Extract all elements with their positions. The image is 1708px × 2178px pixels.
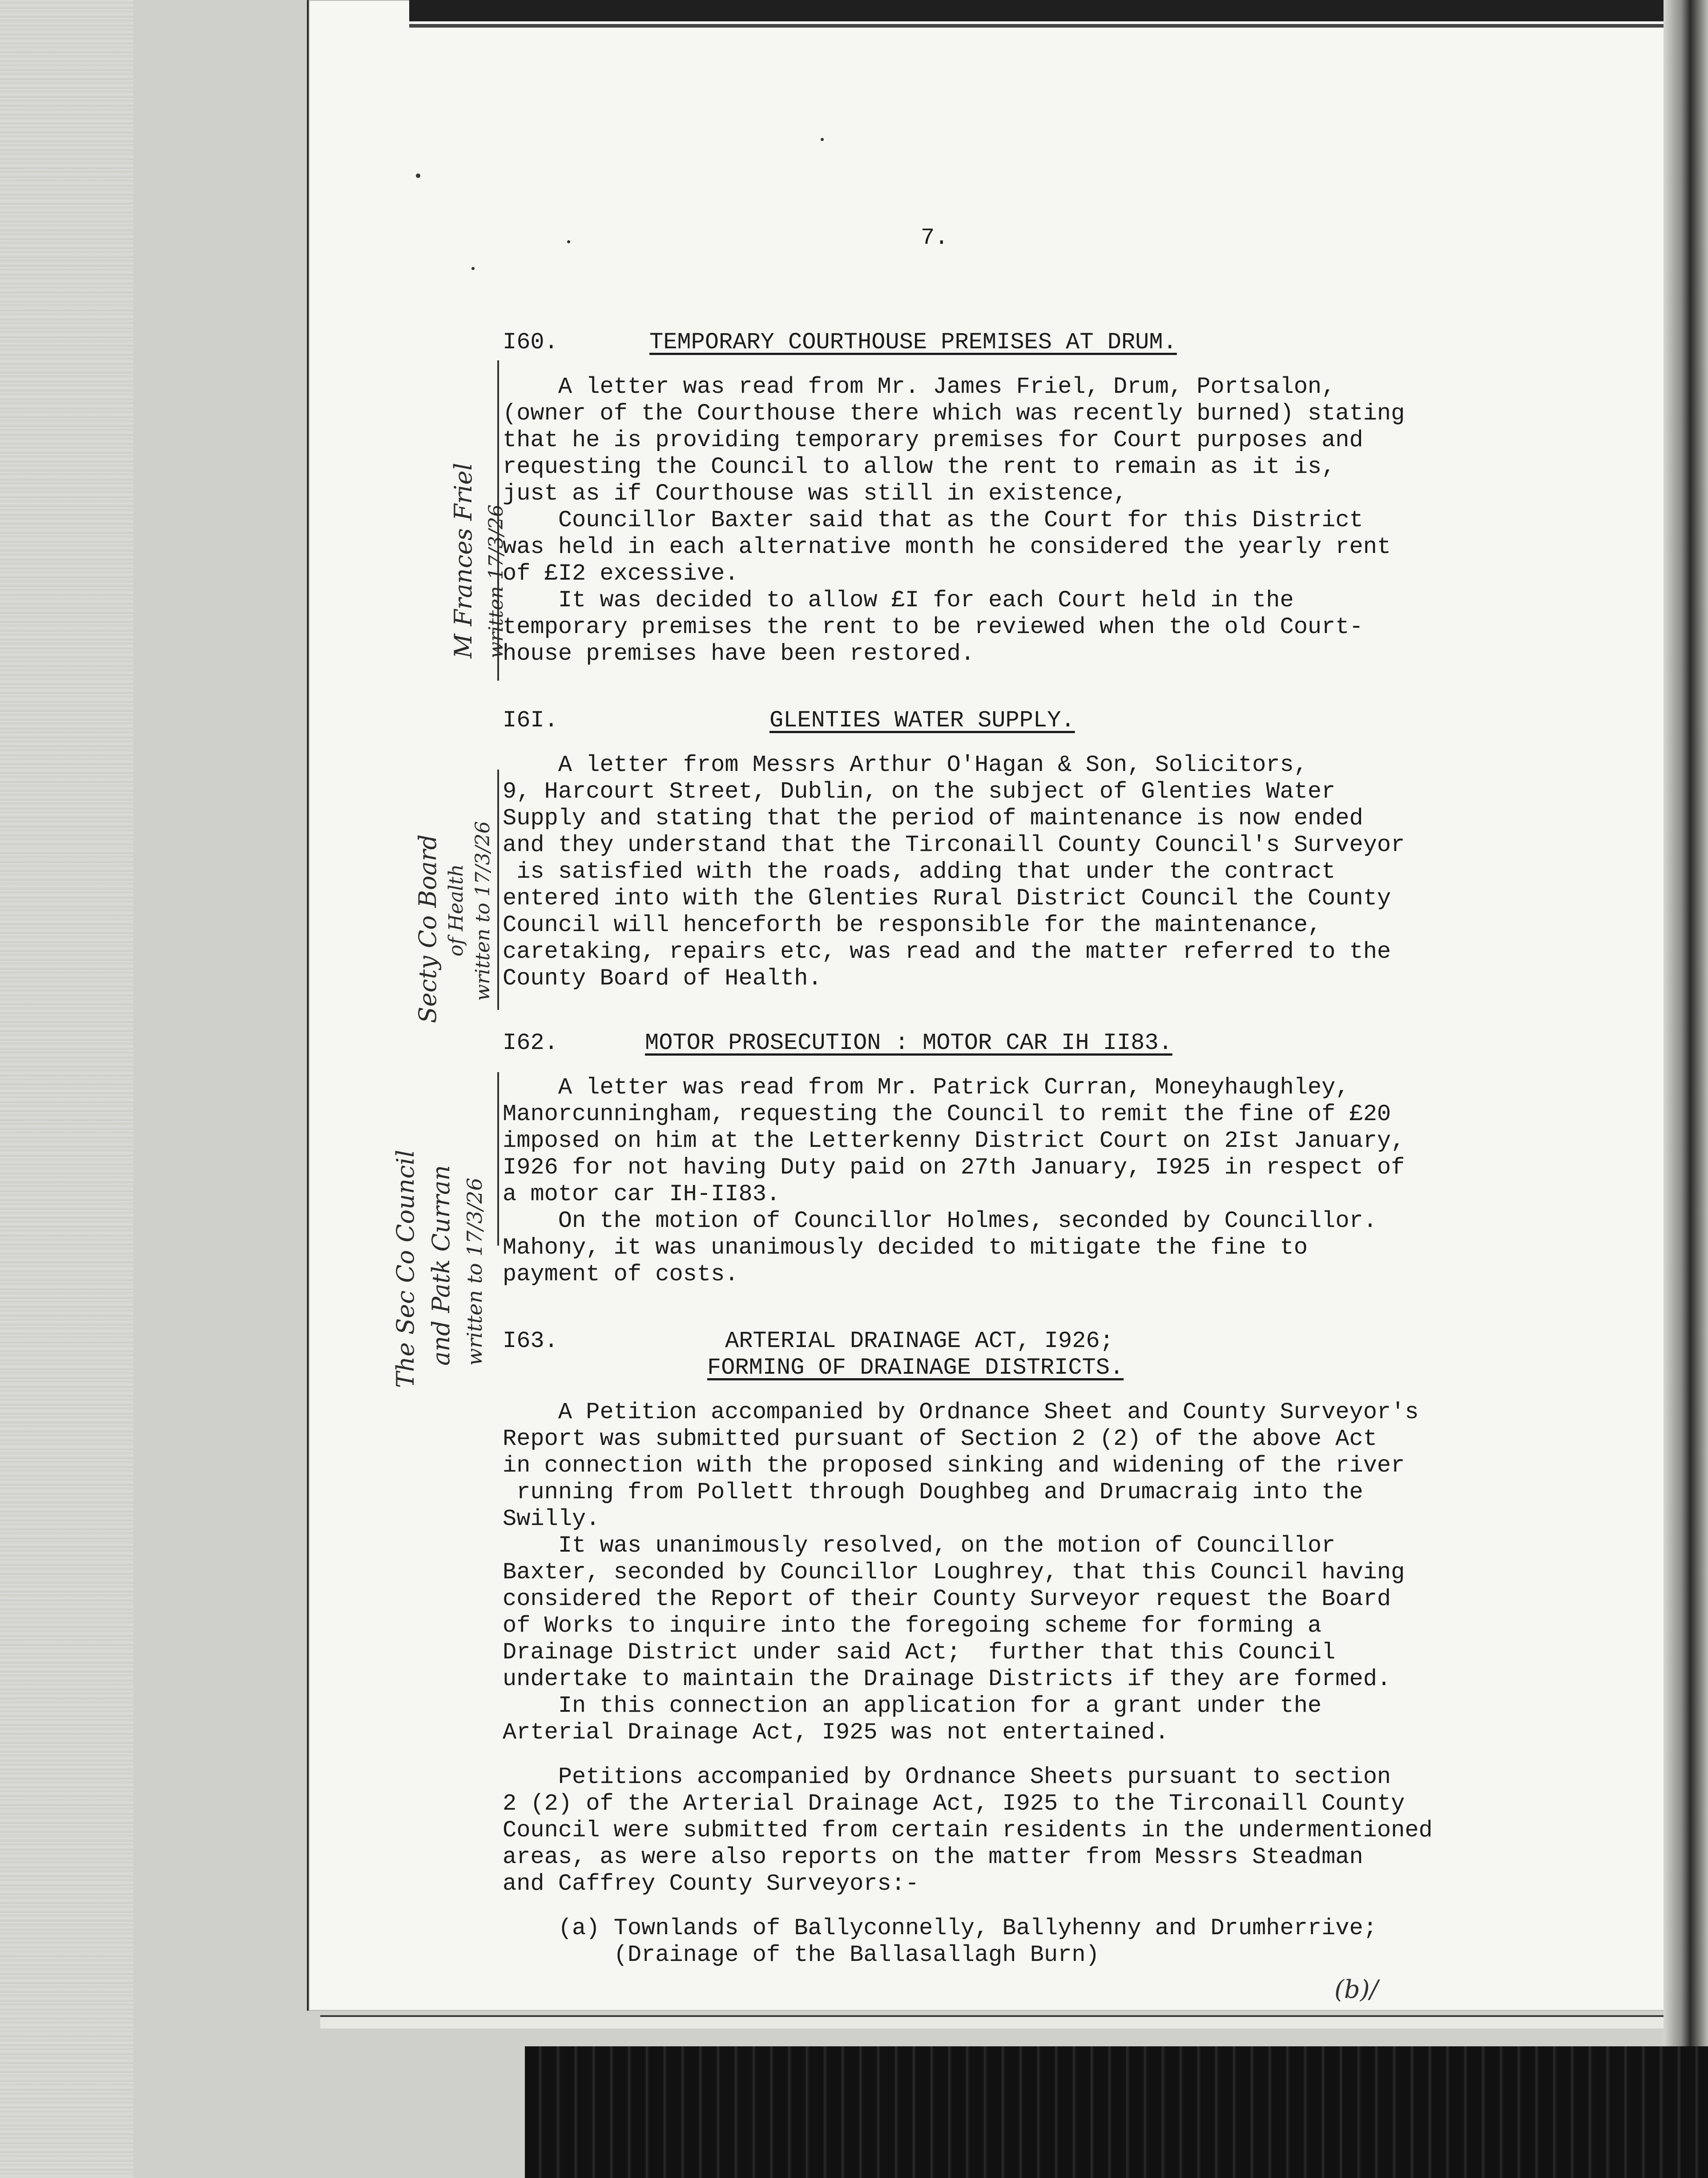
- body-line: is satisfied with the roads, adding that under the contract: [503, 859, 1336, 885]
- body-line: In this connection an application for a grant under the: [503, 1693, 1322, 1719]
- body-line: On the motion of Councillor Holmes, seconded by Councillor.: [503, 1208, 1377, 1234]
- body-line: Swilly.: [503, 1506, 600, 1532]
- body-line: that he is providing temporary premises for Court purposes and: [503, 427, 1363, 453]
- page-bottom-edge: [320, 2015, 1664, 2029]
- body-line: A letter was read from Mr. James Friel, Drum, Portsalon,: [503, 374, 1336, 400]
- item-heading: [503, 1030, 1597, 1061]
- item-number: I60.: [503, 329, 558, 355]
- body-line: Arterial Drainage Act, I925 was not entertained.: [503, 1719, 1169, 1746]
- body-line-blank: [503, 1746, 1597, 1764]
- body-line: undertake to maintain the Drainage Districts if they are formed.: [503, 1666, 1391, 1692]
- body-line: of £I2 excessive.: [503, 561, 739, 587]
- body-line: A Petition accompanied by Ordnance Sheet and County Surveyor's: [503, 1399, 1419, 1425]
- body-line: a motor car IH-II83.: [503, 1181, 781, 1207]
- margin-note-curran: and Patk Curran: [427, 1165, 455, 1366]
- body-line: house premises have been restored.: [503, 641, 975, 667]
- body-line: (owner of the Courthouse there which was recently burned) stating: [503, 400, 1405, 427]
- margin-note-board: Secty Co Board: [414, 834, 442, 1023]
- item-title: GLENTIES WATER SUPPLY.: [769, 707, 1075, 734]
- body-line: I926 for not having Duty paid on 27th January, I925 in respect of: [503, 1154, 1405, 1181]
- item-heading: [503, 707, 1597, 738]
- body-line: Mahony, it was unanimously decided to mitigate the fine to: [503, 1234, 1308, 1261]
- margin-note-board-date: written to 17/3/26: [471, 821, 494, 1001]
- scan-left-margin: [0, 0, 133, 2178]
- body-line: Petitions accompanied by Ordnance Sheets pursuant to section: [503, 1764, 1391, 1790]
- item-title-line-2: FORMING OF DRAINAGE DISTRICTS.: [707, 1355, 1124, 1381]
- item-body: [503, 1074, 1597, 1288]
- minute-item-160: [503, 329, 1597, 667]
- minute-item-161: [503, 707, 1597, 992]
- body-line: Drainage District under said Act; further that this Council: [503, 1639, 1336, 1666]
- body-line: It was decided to allow £I for each Court held in the: [503, 587, 1294, 613]
- body-line: A letter was read from Mr. Patrick Curran, Moneyhaughley,: [503, 1074, 1349, 1101]
- margin-bracket: [497, 1072, 499, 1246]
- body-line: Council were submitted from certain residents in the undermentioned: [503, 1817, 1433, 1843]
- body-line: running from Pollett through Doughbeg and Drumacraig into the: [503, 1479, 1363, 1505]
- body-line: A letter from Messrs Arthur O'Hagan & Son, Solicitors,: [503, 752, 1308, 778]
- item-body: [503, 1399, 1597, 1968]
- body-line: Councillor Baxter said that as the Court for this District: [503, 507, 1363, 533]
- body-line: temporary premises the rent to be reviewed when the old Court-: [503, 614, 1363, 640]
- body-line: was held in each alternative month he considered the yearly rent: [503, 534, 1391, 560]
- continuation-mark: (b)/: [1334, 1975, 1378, 2004]
- binding-right-edge: [1664, 0, 1708, 2046]
- margin-note-friel: M Frances Friel: [449, 463, 477, 658]
- body-line: caretaking, repairs etc, was read and the matter referred to the: [503, 939, 1391, 965]
- body-line: (Drainage of the Ballasallagh Burn): [503, 1942, 1100, 1968]
- body-line-blank: [503, 1897, 1597, 1915]
- item-heading: [503, 329, 1597, 360]
- body-line: Manorcunningham, requesting the Council to remit the fine of £20: [503, 1101, 1391, 1127]
- scan-speck: [821, 138, 824, 141]
- body-line: areas, as were also reports on the matter from Messrs Steadman: [503, 1844, 1363, 1870]
- item-body: [503, 752, 1597, 992]
- item-body: [503, 374, 1597, 667]
- body-line: 2 (2) of the Arterial Drainage Act, I925 to the Tirconaill County: [503, 1791, 1405, 1817]
- body-line: Report was submitted pursuant of Section 2 (2) of the above Act: [503, 1426, 1377, 1452]
- item-heading: [503, 1328, 1597, 1390]
- body-line: (a) Townlands of Ballyconnelly, Ballyhenny and Drumherrive;: [503, 1915, 1377, 1941]
- body-line: payment of costs.: [503, 1261, 739, 1287]
- item-title: MOTOR PROSECUTION : MOTOR CAR IH II83.: [645, 1030, 1172, 1056]
- margin-bracket: [497, 770, 499, 1010]
- body-line: Baxter, seconded by Councillor Loughrey, that this Council having: [503, 1559, 1405, 1585]
- body-line: considered the Report of their County Surveyor request the Board: [503, 1586, 1391, 1612]
- page-number: 7.: [921, 225, 949, 251]
- body-line: entered into with the Glenties Rural District Council the County: [503, 885, 1391, 912]
- scan-speck: [567, 240, 570, 243]
- body-line: Council will henceforth be responsible for the maintenance,: [503, 912, 1322, 938]
- minute-item-162: [503, 1030, 1597, 1288]
- scan-speck: [416, 173, 420, 178]
- margin-note-curran-date: written to 17/3/26: [463, 1178, 487, 1366]
- minute-item-163: [503, 1328, 1597, 1968]
- margin-note-friel-date: written 17/3/26: [485, 504, 508, 658]
- body-line: 9, Harcourt Street, Dublin, on the subject of Glenties Water: [503, 778, 1336, 805]
- body-line: and they understand that the Tirconaill County Council's Surveyor: [503, 832, 1405, 858]
- item-number: I63.: [503, 1328, 558, 1354]
- body-line: of Works to inquire into the foregoing scheme for forming a: [503, 1613, 1322, 1639]
- item-number: I6I.: [503, 707, 558, 734]
- body-line: Supply and stating that the period of maintenance is now ended: [503, 805, 1363, 831]
- item-title: TEMPORARY COURTHOUSE PREMISES AT DRUM.: [649, 329, 1177, 355]
- item-title: ARTERIAL DRAINAGE ACT, I926;: [725, 1328, 1114, 1354]
- margin-note-board-2: of Health: [445, 864, 467, 956]
- body-line: just as if Courthouse was still in existence,: [503, 480, 1128, 507]
- body-line: requesting the Council to allow the rent to remain as it is,: [503, 454, 1336, 480]
- scan-speck: [471, 267, 475, 270]
- body-line: County Board of Health.: [503, 965, 822, 992]
- body-line: and Caffrey County Surveyors:-: [503, 1871, 919, 1897]
- body-line: in connection with the proposed sinking and widening of the river: [503, 1452, 1405, 1479]
- body-line: It was unanimously resolved, on the motion of Councillor: [503, 1533, 1336, 1559]
- binding-bottom-edge: [525, 2046, 1708, 2178]
- body-line: imposed on him at the Letterkenny District Court on 2Ist January,: [503, 1128, 1405, 1154]
- binding-top-edge: [409, 0, 1664, 21]
- margin-note-council: The Sec Co Council: [391, 1150, 419, 1388]
- item-number: I62.: [503, 1030, 558, 1056]
